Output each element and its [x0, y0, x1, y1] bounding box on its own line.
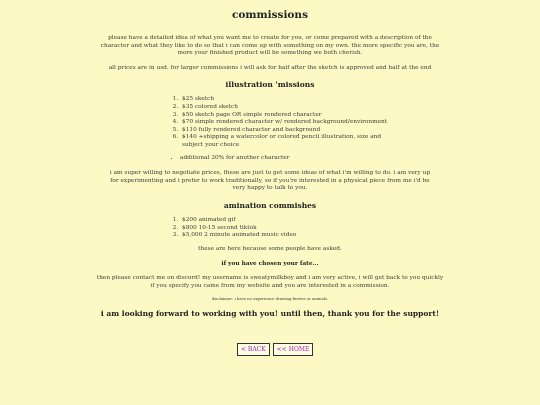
intro-text: please have a detailed idea of what you want me to create for you, or come prepared with a description of the character and what they like to do so that i can come up with something on my own. the more specific you are, the more your finished product will be something we both cherish. — [100, 35, 440, 57]
list-item: • additional 30% for another character — [180, 155, 540, 163]
fate-heading: if you have chosen your fate... — [221, 261, 319, 268]
list-item: 2. $35 colored sketch — [180, 104, 395, 112]
back-button[interactable]: < BACK — [237, 343, 270, 356]
list-item: 3. $50 sketch page OR simple rendered character — [180, 112, 395, 120]
asked-note: these are here because some people have asked. — [198, 245, 342, 252]
list-item: 3. $5,000 2 minute animated music video — [180, 232, 395, 240]
negotiate-text: i am super willing to negotiate prices, these are just to get some ideas of what i'm willing to do. i am very up for experimenting and i prefer to work traditionally, so if you're interested in a physical piece from me i'd be very happy to talk to you. — [109, 170, 431, 192]
list-item: 1. $25 sketch — [180, 96, 395, 104]
contact-text: then please contact me on discord! my username is sweatymilkboy and i am very active, i will get back to you quickly if you specify you came from my website and you are interested in a commission. — [96, 275, 444, 289]
prices-note: all prices are in usd. for larger commissions i will ask for half after the sketch is approved and half at the end — [108, 64, 432, 71]
list-item: 4. $70 simple rendered character w/ rendered background/environment — [180, 119, 395, 127]
animation-heading: amination commishes — [223, 200, 317, 210]
list-item: 2. $800 10-15 second tiktok — [180, 225, 395, 233]
nav-buttons — [237, 343, 313, 356]
list-item: 1. $200 animated gif — [180, 217, 395, 225]
closing-text: i am looking forward to working with you! until then, thank you for the support! — [100, 309, 440, 319]
page-title: commissions — [232, 9, 308, 21]
list-item: 5. $110 fully rendered character and background — [180, 127, 395, 135]
disclaimer-text: disclaimer: i have no experience drawing furries or animals. — [211, 296, 329, 302]
list-item: 6. $140 +shipping a watercolor or colored pencil illustration, size and subject your choice — [180, 134, 395, 149]
illustration-price-list — [172, 96, 395, 149]
animation-price-list — [172, 217, 395, 240]
illustration-heading: illustration 'missions — [225, 80, 315, 90]
illustration-extra-list — [172, 155, 540, 163]
home-button[interactable]: << HOME — [273, 343, 314, 356]
